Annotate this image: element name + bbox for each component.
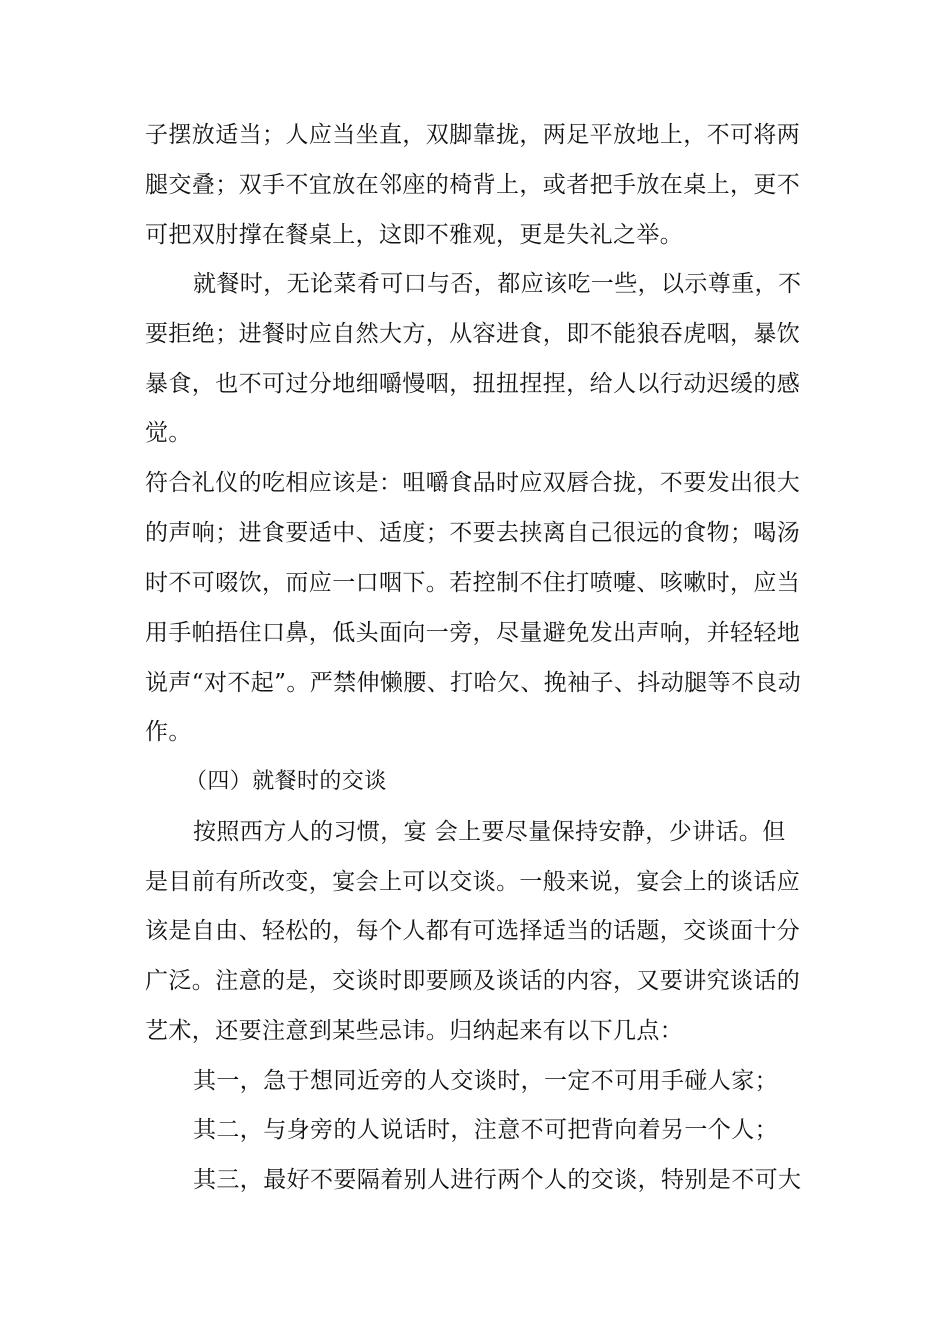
list-item: 其二，与身旁的人说话时，注意不可把背向着另一个人； <box>193 1117 778 1143</box>
list-item: 其一，急于想同近旁的人交谈时，一定不可用手碰人家； <box>193 1068 778 1094</box>
text-line: 该是自由、轻松的，每个人都有可选择适当的话题，交谈面十分 <box>145 918 801 944</box>
text-line: 暴食，也不可过分地细嚼慢咽，扭扭捏捏，给人以行动迟缓的感 <box>145 371 801 397</box>
paragraph-start-line: 就餐时，无论菜肴可口与否，都应该吃一些，以示尊重，不 <box>193 271 802 297</box>
text-line: 的声响；进食要适中、适度；不要去挟离自己很远的食物；喝汤 <box>145 520 801 546</box>
text-line: 觉。 <box>145 420 192 446</box>
section-heading: （四）就餐时的交谈 <box>185 769 387 794</box>
text-line: 腿交叠；双手不宜放在邻座的椅背上，或者把手放在桌上，更不 <box>145 172 801 198</box>
text-line: 作。 <box>145 719 192 745</box>
text-line: 子摆放适当；人应当坐直，双脚靠拢，两足平放地上，不可将两 <box>145 122 801 148</box>
list-item: 其三，最好不要隔着别人进行两个人的交谈，特别是不可大 <box>193 1167 802 1193</box>
paragraph-start-line: 按照西方人的习惯，宴 会上要尽量保持安静，少讲话。但 <box>193 819 786 845</box>
text-line: 艺术，还要注意到某些忌讳。归纳起来有以下几点： <box>145 1018 684 1044</box>
text-line: 说声“对不起”。严禁伸懒腰、打哈欠、挽袖子、抖动腿等不良动 <box>145 670 802 696</box>
text-line: 时不可啜饮，而应一口咽下。若控制不住打喷嚏、咳嗽时，应当 <box>145 570 801 596</box>
text-line: 可把双肘撑在餐桌上，这即不雅观，更是失礼之举。 <box>145 222 684 248</box>
text-line: 广泛。注意的是，交谈时即要顾及谈话的内容，又要讲究谈话的 <box>145 968 801 994</box>
text-line: 用手帕捂住口鼻，低头面向一旁，尽量避免发出声响，并轻轻地 <box>145 620 801 646</box>
text-line: 要拒绝；进餐时应自然大方，从容进食，即不能狼吞虎咽，暴饮 <box>145 321 801 347</box>
text-line: 是目前有所改变，宴会上可以交谈。一般来说，宴会上的谈话应 <box>145 869 801 895</box>
paragraph-start-line: 符合礼仪的吃相应该是：咀嚼食品时应双唇合拢，不要发出很大 <box>145 470 801 496</box>
